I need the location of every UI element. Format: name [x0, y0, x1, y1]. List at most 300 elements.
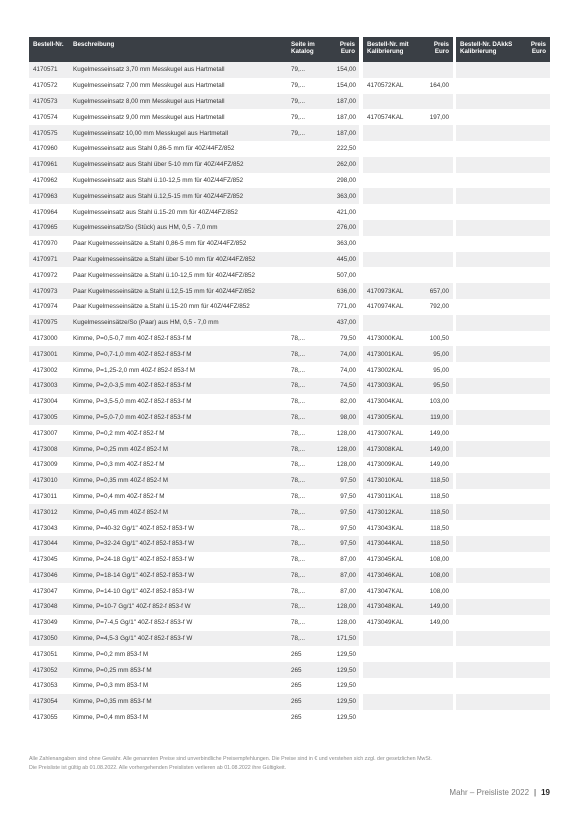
catalog-page-cell: 78,... — [291, 350, 306, 358]
table-header — [456, 37, 550, 62]
calibration-price-cell: 118,50 — [430, 540, 449, 548]
order-number-cell: 4170961 — [33, 161, 58, 169]
table-row — [29, 394, 359, 410]
table-row — [456, 457, 550, 473]
description-cell: Kimme, P=7-4,5 Gg/1" 40Z-f 852-f 853-f W — [73, 619, 193, 627]
table-row — [29, 425, 359, 441]
calibration-price-cell: 118,50 — [430, 524, 449, 532]
table-row — [363, 631, 453, 647]
price-cell: 129,50 — [336, 666, 356, 674]
description-cell: Kugelmesseinsatz/So (Stück) aus HM, 0,5 - 7,0 mm — [73, 224, 218, 232]
order-number-cell: 4173044 — [33, 540, 58, 548]
description-cell: Kugelmesseinsatz aus Stahl über 5-10 mm für 40Z/44FZ/852 — [73, 161, 244, 169]
catalog-page-cell: 78,... — [291, 603, 306, 611]
header-order-number-calibration: Bestell-Nr. mit Kalibrierung — [367, 41, 409, 56]
table-row — [456, 394, 550, 410]
price-cell: 128,00 — [336, 603, 356, 611]
price-cell: 421,00 — [336, 208, 356, 216]
table-row — [29, 583, 359, 599]
table-row — [363, 236, 453, 252]
calibration-order-number-cell: 4173046KAL — [367, 571, 404, 579]
calibration-order-number-cell: 4170974KAL — [367, 303, 404, 311]
table-row — [363, 489, 453, 505]
catalog-page-cell: 265 — [291, 666, 302, 674]
footnote — [29, 755, 554, 774]
table-row — [363, 583, 453, 599]
table-row — [363, 425, 453, 441]
order-number-cell: 4170574 — [33, 113, 58, 121]
table-row — [29, 188, 359, 204]
price-cell: 222,50 — [336, 145, 356, 153]
price-cell: 97,50 — [340, 477, 356, 485]
calibration-order-number-cell: 4173012KAL — [367, 508, 404, 516]
table-row — [456, 94, 550, 110]
table-header — [29, 37, 359, 62]
order-number-cell: 4173010 — [33, 477, 58, 485]
order-number-cell: 4170974 — [33, 303, 58, 311]
description-cell: Kimme, P=0,3 mm 40Z-f 852-f M — [73, 461, 165, 469]
table-row — [363, 220, 453, 236]
calibration-price-cell: 149,00 — [429, 603, 449, 611]
order-number-cell: 4173048 — [33, 603, 58, 611]
calibration-order-number-cell: 4173044KAL — [367, 540, 404, 548]
description-cell: Kugelmesseinsatz aus Stahl ü.10-12,5 mm für 40Z/44FZ/852 — [73, 176, 244, 184]
table-row — [456, 694, 550, 710]
table-row — [29, 441, 359, 457]
table-body — [29, 62, 359, 725]
order-number-cell: 4173045 — [33, 556, 58, 564]
price-cell: 507,00 — [336, 271, 356, 279]
order-number-cell: 4173001 — [33, 350, 58, 358]
order-number-cell: 4170970 — [33, 240, 58, 248]
calibration-order-number-cell: 4170572KAL — [367, 82, 404, 90]
table-row — [29, 646, 359, 662]
description-cell: Kimme, P=0,2 mm 40Z-f 852-f M — [73, 429, 165, 437]
table-row — [29, 457, 359, 473]
table-row — [363, 362, 453, 378]
table-row — [456, 583, 550, 599]
price-cell: 79,50 — [340, 334, 356, 342]
order-number-cell: 4173008 — [33, 445, 58, 453]
description-cell: Kimme, P=0,5-0,7 mm 40Z-f 852-f 853-f M — [73, 334, 192, 342]
calibration-order-number-cell: 4173047KAL — [367, 587, 404, 595]
table-row — [29, 252, 359, 268]
catalog-page-cell: 78,... — [291, 492, 306, 500]
calibration-order-number-cell: 4173002KAL — [367, 366, 404, 374]
order-number-cell: 4173012 — [33, 508, 58, 516]
table-row — [29, 694, 359, 710]
table-row — [363, 78, 453, 94]
table-row — [456, 504, 550, 520]
order-number-cell: 4170973 — [33, 287, 58, 295]
catalog-page-cell: 78,... — [291, 508, 306, 516]
catalog-page-cell: 79,... — [291, 82, 306, 90]
table-row — [363, 94, 453, 110]
description-cell: Kimme, P=0,3 mm 853-f M — [73, 682, 149, 690]
description-cell: Kimme, P=18-14 Gg/1" 40Z-f 852-f 853-f W — [73, 571, 195, 579]
table-row — [29, 599, 359, 615]
description-cell: Kimme, P=2,0-3,5 mm 40Z-f 852-f 853-f M — [73, 382, 192, 390]
table-row — [456, 283, 550, 299]
price-cell: 154,00 — [336, 66, 356, 74]
calibration-order-number-cell: 4173000KAL — [367, 334, 404, 342]
description-cell: Kugelmesseinsatz aus Stahl ü.15-20 mm für 40Z/44FZ/852 — [73, 208, 238, 216]
calibration-price-cell: 149,00 — [429, 429, 449, 437]
table-row — [29, 315, 359, 331]
description-cell: Kimme, P=40-32 Gg/1" 40Z-f 852-f 853-f W — [73, 524, 195, 532]
price-cell: 437,00 — [336, 319, 356, 327]
table-row — [29, 62, 359, 78]
description-cell: Kugelmesseinsatz aus Stahl ü.12,5-15 mm für 40Z/44FZ/852 — [73, 192, 244, 200]
catalog-page-cell: 79,... — [291, 129, 306, 137]
calibration-order-number-cell: 4173048KAL — [367, 603, 404, 611]
order-number-cell: 4173046 — [33, 571, 58, 579]
table-row — [363, 662, 453, 678]
price-cell: 771,00 — [336, 303, 356, 311]
table-row — [456, 331, 550, 347]
description-cell: Paar Kugelmesseinsätze a.Stahl ü.15-20 mm für 40Z/44FZ/852 — [73, 303, 250, 311]
price-cell: 82,00 — [340, 398, 356, 406]
table-row — [456, 378, 550, 394]
order-number-cell: 4170972 — [33, 271, 58, 279]
order-number-cell: 4173051 — [33, 650, 58, 658]
calibration-order-number-cell: 4173010KAL — [367, 477, 404, 485]
page-number: 19 — [541, 788, 550, 797]
table-row — [363, 62, 453, 78]
price-table-main — [29, 37, 359, 725]
catalog-page-cell: 79,... — [291, 66, 306, 74]
table-row — [29, 299, 359, 315]
table-row — [363, 473, 453, 489]
table-row — [363, 204, 453, 220]
header-description: Beschreibung — [73, 41, 115, 48]
table-row — [29, 220, 359, 236]
description-cell: Kimme, P=0,4 mm 40Z-f 852-f M — [73, 492, 165, 500]
price-cell: 97,50 — [340, 524, 356, 532]
table-row — [363, 457, 453, 473]
order-number-cell: 4170575 — [33, 129, 58, 137]
table-row — [456, 362, 550, 378]
calibration-order-number-cell: 4170973KAL — [367, 287, 404, 295]
price-cell: 636,00 — [336, 287, 356, 295]
table-row — [456, 204, 550, 220]
table-row — [363, 710, 453, 726]
footnote-line: Alle Zahlenangaben sind ohne Gewähr. Alle genannten Preise sind unverbindliche Preisempfehlungen. Die Preise sind in € und verstehen sich zzgl. der gesetzlichen MwSt. — [29, 756, 432, 762]
catalog-page-cell: 78,... — [291, 413, 306, 421]
table-row — [29, 362, 359, 378]
description-cell: Kimme, P=0,25 mm 40Z-f 852-f M — [73, 445, 169, 453]
table-row — [29, 520, 359, 536]
order-number-cell: 4173049 — [33, 619, 58, 627]
table-row — [29, 678, 359, 694]
table-row — [29, 346, 359, 362]
description-cell: Kimme, P=32-24 Gg/1" 40Z-f 852-f 853-f W — [73, 540, 195, 548]
description-cell: Kimme, P=5,0-7,0 mm 40Z-f 852-f 853-f M — [73, 413, 192, 421]
order-number-cell: 4173009 — [33, 461, 58, 469]
order-number-cell: 4173011 — [33, 492, 58, 500]
price-cell: 129,50 — [336, 682, 356, 690]
price-cell: 363,00 — [336, 240, 356, 248]
calibration-price-cell: 108,00 — [429, 571, 449, 579]
calibration-price-cell: 95,00 — [433, 350, 449, 358]
price-cell: 97,50 — [340, 508, 356, 516]
calibration-order-number-cell: 4173003KAL — [367, 382, 404, 390]
table-header — [363, 37, 453, 62]
catalog-page-cell: 78,... — [291, 398, 306, 406]
price-cell: 87,00 — [340, 587, 356, 595]
table-row — [363, 346, 453, 362]
price-cell: 74,00 — [340, 350, 356, 358]
price-cell: 74,50 — [340, 382, 356, 390]
order-number-cell: 4173052 — [33, 666, 58, 674]
order-number-cell: 4173053 — [33, 682, 58, 690]
table-row — [29, 473, 359, 489]
table-row — [456, 157, 550, 173]
table-row — [456, 78, 550, 94]
table-row — [363, 394, 453, 410]
table-row — [29, 78, 359, 94]
table-body — [456, 62, 550, 725]
table-row — [363, 141, 453, 157]
table-body — [363, 62, 453, 725]
table-row — [456, 646, 550, 662]
table-row — [456, 552, 550, 568]
catalog-page-cell: 79,... — [291, 97, 306, 105]
table-row — [29, 157, 359, 173]
table-row — [363, 331, 453, 347]
order-number-cell: 4170572 — [33, 82, 58, 90]
calibration-price-cell: 149,00 — [429, 461, 449, 469]
description-cell: Kimme, P=0,4 mm 853-f M — [73, 714, 149, 722]
catalog-page-cell: 78,... — [291, 461, 306, 469]
table-row — [29, 331, 359, 347]
table-row — [456, 473, 550, 489]
catalog-page-cell: 78,... — [291, 382, 306, 390]
price-cell: 128,00 — [336, 429, 356, 437]
table-row — [456, 615, 550, 631]
price-cell: 97,50 — [340, 492, 356, 500]
calibration-price-cell: 118,50 — [430, 492, 449, 500]
table-row — [363, 568, 453, 584]
header-catalog-page: Seite im Katalog — [291, 41, 315, 56]
order-number-cell: 4173043 — [33, 524, 58, 532]
table-row — [456, 631, 550, 647]
order-number-cell: 4170971 — [33, 255, 58, 263]
table-row — [363, 299, 453, 315]
description-cell: Kugelmesseinsatz aus Stahl 0,86-5 mm für 40Z/44FZ/852 — [73, 145, 235, 153]
price-cell: 128,00 — [336, 461, 356, 469]
catalog-page-cell: 265 — [291, 650, 302, 658]
description-cell: Paar Kugelmesseinsätze a.Stahl ü.10-12,5 mm für 40Z/44FZ/852 — [73, 271, 256, 279]
order-number-cell: 4170960 — [33, 145, 58, 153]
table-row — [456, 441, 550, 457]
header-price: Preis Euro — [339, 41, 355, 56]
page-footer — [449, 788, 550, 797]
description-cell: Kugelmesseinsatz 9,00 mm Messkugel aus Hartmetall — [73, 113, 225, 121]
table-row — [29, 283, 359, 299]
catalog-page-cell: 78,... — [291, 334, 306, 342]
calibration-order-number-cell: 4173001KAL — [367, 350, 404, 358]
table-row — [456, 520, 550, 536]
description-cell: Kimme, P=4,5-3 Gg/1" 40Z-f 852-f 853-f W — [73, 635, 193, 643]
catalog-page-cell: 78,... — [291, 571, 306, 579]
table-row — [456, 425, 550, 441]
table-row — [29, 94, 359, 110]
description-cell: Kimme, P=14-10 Gg/1" 40Z-f 852-f 853-f W — [73, 587, 195, 595]
price-cell: 129,50 — [336, 698, 356, 706]
calibration-price-cell: 108,00 — [429, 587, 449, 595]
calibration-price-cell: 149,00 — [429, 619, 449, 627]
table-row — [363, 504, 453, 520]
table-row — [29, 536, 359, 552]
order-number-cell: 4170573 — [33, 97, 58, 105]
description-cell: Kugelmesseinsatz 7,00 mm Messkugel aus Hartmetall — [73, 82, 225, 90]
table-row — [456, 662, 550, 678]
table-row — [363, 125, 453, 141]
table-row — [29, 173, 359, 189]
table-row — [456, 252, 550, 268]
price-cell: 129,50 — [336, 714, 356, 722]
description-cell: Kimme, P=1,25-2,0 mm 40Z-f 852-f 853-f M — [73, 366, 195, 374]
description-cell: Kimme, P=0,7-1,0 mm 40Z-f 852-f 853-f M — [73, 350, 192, 358]
description-cell: Kugelmesseinsätze/So (Paar) aus HM, 0,5 - 7,0 mm — [73, 319, 219, 327]
table-row — [456, 678, 550, 694]
table-row — [363, 283, 453, 299]
calibration-order-number-cell: 4173007KAL — [367, 429, 404, 437]
order-number-cell: 4173004 — [33, 398, 58, 406]
table-row — [456, 267, 550, 283]
table-row — [363, 252, 453, 268]
table-row — [363, 552, 453, 568]
calibration-price-cell: 118,50 — [430, 508, 449, 516]
price-cell: 276,00 — [336, 224, 356, 232]
price-cell: 363,00 — [336, 192, 356, 200]
calibration-price-cell: 100,50 — [429, 334, 449, 342]
catalog-page-cell: 78,... — [291, 556, 306, 564]
table-row — [456, 710, 550, 726]
calibration-order-number-cell: 4173043KAL — [367, 524, 404, 532]
price-cell: 87,00 — [340, 571, 356, 579]
table-row — [29, 125, 359, 141]
calibration-price-cell: 149,00 — [429, 445, 449, 453]
price-table-calibration — [363, 37, 453, 725]
catalog-page-cell: 78,... — [291, 429, 306, 437]
price-cell: 298,00 — [336, 176, 356, 184]
table-row — [363, 315, 453, 331]
calibration-price-cell: 108,00 — [429, 556, 449, 564]
table-row — [29, 489, 359, 505]
price-cell: 445,00 — [336, 255, 356, 263]
table-row — [456, 173, 550, 189]
order-number-cell: 4170975 — [33, 319, 58, 327]
price-table-dakks — [456, 37, 550, 725]
calibration-price-cell: 164,00 — [429, 82, 449, 90]
table-row — [456, 299, 550, 315]
table-row — [29, 236, 359, 252]
table-row — [363, 157, 453, 173]
description-cell: Kugelmesseinsatz 10,00 mm Messkugel aus Hartmetall — [73, 129, 229, 137]
catalog-page-cell: 78,... — [291, 477, 306, 485]
description-cell: Kimme, P=0,35 mm 40Z-f 852-f M — [73, 477, 169, 485]
order-number-cell: 4173003 — [33, 382, 58, 390]
calibration-order-number-cell: 4173011KAL — [367, 492, 403, 500]
calibration-price-cell: 119,00 — [430, 413, 449, 421]
table-row — [456, 346, 550, 362]
table-row — [29, 204, 359, 220]
order-number-cell: 4170571 — [33, 66, 58, 74]
description-cell: Kimme, P=10-7 Gg/1" 40Z-f 852-f 853-f W — [73, 603, 191, 611]
table-row — [363, 694, 453, 710]
order-number-cell: 4170964 — [33, 208, 58, 216]
order-number-cell: 4173047 — [33, 587, 58, 595]
calibration-order-number-cell: 4173005KAL — [367, 413, 404, 421]
table-row — [456, 410, 550, 426]
calibration-price-cell: 95,50 — [433, 382, 449, 390]
order-number-cell: 4173054 — [33, 698, 58, 706]
description-cell: Paar Kugelmesseinsätze a.Stahl über 5-10 mm für 40Z/44FZ/852 — [73, 255, 256, 263]
table-row — [456, 536, 550, 552]
price-cell: 187,00 — [336, 113, 356, 121]
catalog-page-cell: 78,... — [291, 445, 306, 453]
table-row — [363, 678, 453, 694]
table-row — [29, 504, 359, 520]
table-row — [363, 173, 453, 189]
footer-title: Mahr – Preisliste 2022 — [449, 788, 530, 797]
footer-separator: | — [534, 788, 537, 797]
table-row — [456, 125, 550, 141]
table-row — [29, 710, 359, 726]
table-row — [29, 410, 359, 426]
table-row — [29, 141, 359, 157]
table-row — [363, 520, 453, 536]
catalog-page-cell: 265 — [291, 682, 302, 690]
table-row — [363, 599, 453, 615]
calibration-price-cell: 792,00 — [429, 303, 449, 311]
table-row — [363, 267, 453, 283]
price-cell: 87,00 — [340, 556, 356, 564]
price-cell: 129,50 — [336, 650, 356, 658]
order-number-cell: 4170965 — [33, 224, 58, 232]
table-row — [456, 599, 550, 615]
price-cell: 187,00 — [336, 97, 356, 105]
footnote-line: Die Preisliste ist gültig ab 01.08.2022. Alle vorhergehenden Preislisten verlieren ab 01.08.2022 ihre Gültigkeit. — [29, 765, 287, 772]
table-row — [29, 662, 359, 678]
table-row — [29, 552, 359, 568]
catalog-page-cell: 78,... — [291, 587, 306, 595]
table-row — [363, 410, 453, 426]
calibration-order-number-cell: 4173049KAL — [367, 619, 404, 627]
calibration-price-cell: 197,00 — [429, 113, 449, 121]
catalog-page-cell: 78,... — [291, 619, 306, 627]
description-cell: Kimme, P=0,25 mm 853-f M — [73, 666, 152, 674]
table-row — [363, 615, 453, 631]
table-row — [456, 188, 550, 204]
calibration-price-cell: 118,50 — [430, 477, 449, 485]
catalog-page-cell: 78,... — [291, 635, 306, 643]
calibration-price-cell: 103,00 — [429, 398, 449, 406]
table-row — [363, 536, 453, 552]
price-cell: 97,50 — [340, 540, 356, 548]
price-cell: 128,00 — [336, 619, 356, 627]
catalog-page-cell: 78,... — [291, 366, 306, 374]
price-cell: 171,50 — [336, 635, 356, 643]
order-number-cell: 4173002 — [33, 366, 58, 374]
price-cell: 262,00 — [336, 161, 356, 169]
table-row — [363, 188, 453, 204]
description-cell: Kugelmesseinsatz 8,00 mm Messkugel aus Hartmetall — [73, 97, 225, 105]
table-row — [29, 109, 359, 125]
catalog-page-cell: 265 — [291, 698, 302, 706]
